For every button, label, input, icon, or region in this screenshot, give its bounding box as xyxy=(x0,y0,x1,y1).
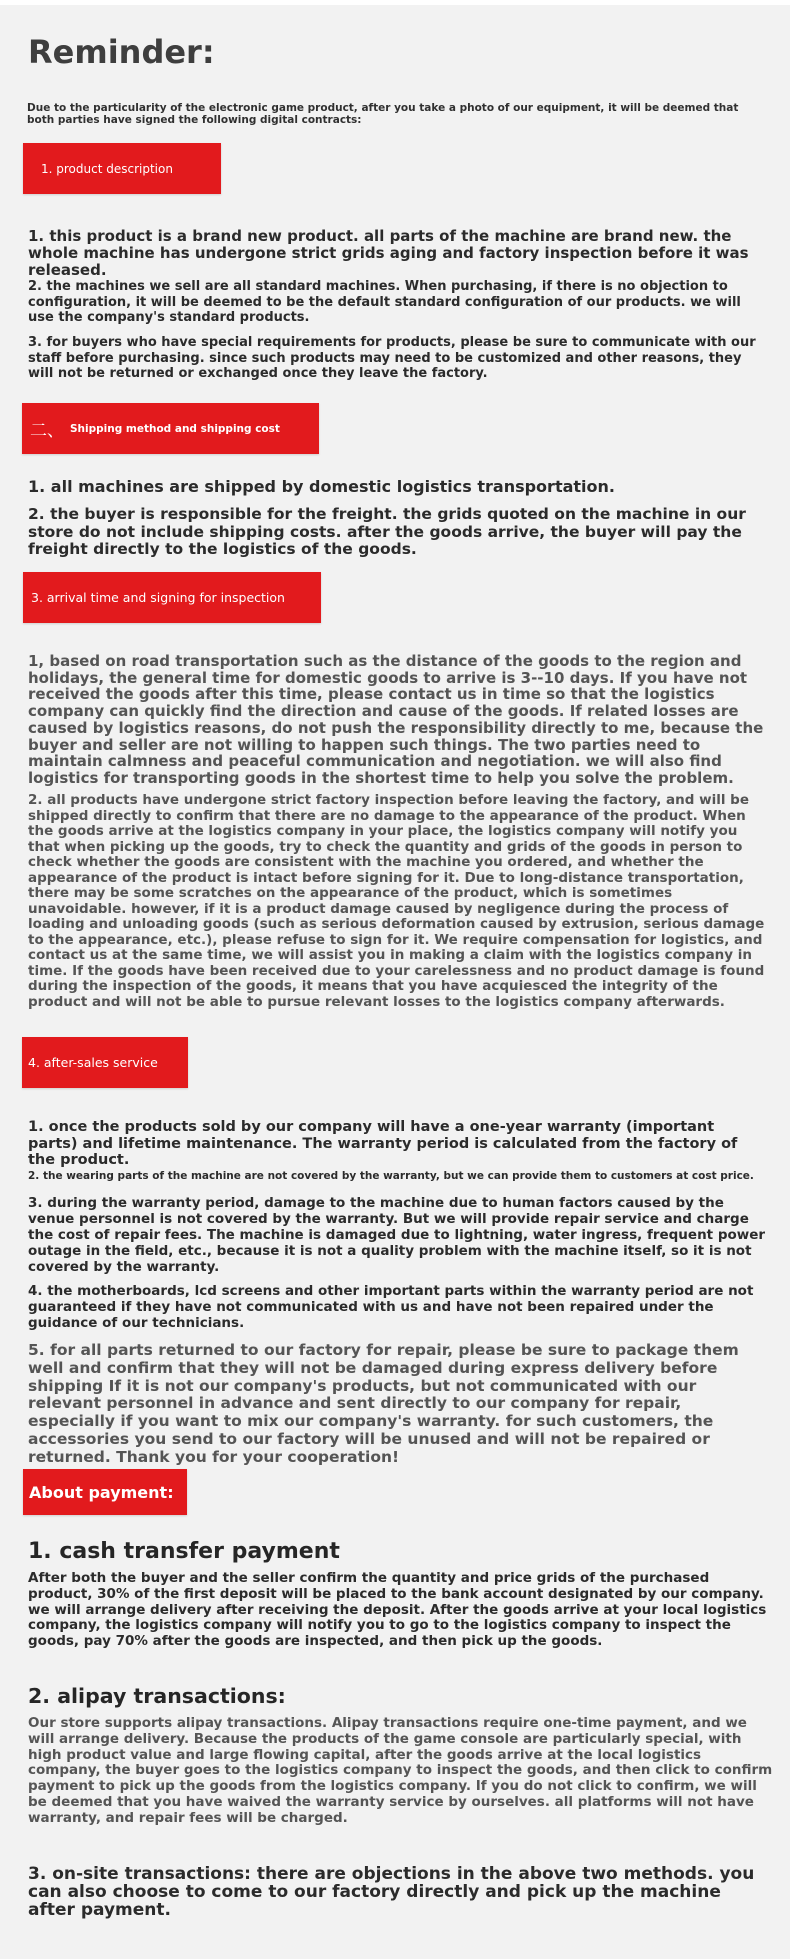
section-tag-payment xyxy=(23,1469,187,1515)
intro-text: Due to the particularity of the electronic game product, after you take a photo of our equipment, it will be deemed that both parties have signed the following digital contracts: xyxy=(27,102,739,126)
section-tag-prefix: 二、 xyxy=(30,421,64,441)
shipping-item-1: 1. all machines are shipped by domestic logistics transportation. xyxy=(28,477,615,496)
section-tag-label: 3. arrival time and signing for inspection xyxy=(31,590,285,605)
after-sales-item-4: 4. the motherboards, lcd screens and other important parts within the warranty period are not guaranteed if they have not communicated with us and have not been repaired under the guidance of our technicians. xyxy=(28,1283,754,1331)
arrival-item-1: 1, based on road transportation such as the distance of the goods to the region and holidays, the general time for domestic goods to arrive is 3--10 days. If you have not received the goods after this time, please contact us in time so that the logistics company can quickly find the direction and cause of the goods. If related losses are caused by logistics reasons, do not push the responsibility directly to me, because the buyer and seller are not willing to happen such things. The two parties need to maintain calmness and peaceful communication and negotiation. we will also find logistics for transporting goods in the shortest time to help you solve the problem. xyxy=(28,652,764,787)
section-tag-label: 1. product description xyxy=(41,161,173,176)
product-item-2: 2. the machines we sell are all standard machines. When purchasing, if there is no objection to configuration, it will be deemed to be the default standard configuration of our products. we will use the company's standard products. xyxy=(28,279,741,325)
alipay-heading: 2. alipay transactions: xyxy=(28,1684,286,1708)
after-sales-item-5: 5. for all parts returned to our factory for repair, please be sure to package them well and confirm that they will not be damaged during express delivery before shipping If it is not our company's products, but not communicated with our relevant personnel in advance and sent directly to our company for repair, especially if you want to mix our company's warranty. for such customers, the accessories you send to our factory will be unused and will not be repaired or returned. Thank you for your cooperation! xyxy=(28,1341,739,1466)
after-sales-item-2: 2. the wearing parts of the machine are not covered by the warranty, but we can provide them to customers at cost price. xyxy=(28,1170,754,1182)
section-tag-arrival xyxy=(23,572,321,623)
cash-payment-heading: 1. cash transfer payment xyxy=(28,1539,340,1564)
section-tag-after-sales xyxy=(22,1037,188,1088)
cash-payment-text: After both the buyer and the seller confirm the quantity and price grids of the purchased product, 30% of the first deposit will be placed to the bank account designated by our company. we will arrange delivery after receiving the deposit. After the goods arrive at your local logistics company, the logistics company will notify you to go to the logistics company to inspect the goods, pay 70% after the goods are inspected, and then pick up the goods. xyxy=(28,1570,767,1650)
alipay-text: Our store supports alipay transactions. Alipay transactions require one-time payment, and we will arrange delivery. Because the products of the game console are particularly special, with high product value and large flowing capital, after the goods arrive at the local logistics company, the buyer goes to the logistics company to inspect the goods, and then click to confirm payment to pick up the goods from the logistics company. If you do not click to confirm, we will be deemed that you have waived the warranty service by ourselves. all platforms will not have warranty, and repair fees will be charged. xyxy=(28,1715,773,1826)
section-tag-label: 4. after-sales service xyxy=(28,1055,158,1070)
product-item-1: 1. this product is a brand new product. all parts of the machine are brand new. the whole machine has undergone strict grids aging and factory inspection before it was released. xyxy=(28,227,749,279)
after-sales-item-3: 3. during the warranty period, damage to the machine due to human factors caused by the venue personnel is not covered by the warranty. But we will provide repair service and charge the cost of repair fees. The machine is damaged due to lightning, water ingress, frequent power outage in the field, etc., because it is not a quality problem with the machine itself, so it is not covered by the warranty. xyxy=(28,1195,766,1275)
product-item-3: 3. for buyers who have special requirements for products, please be sure to communicate with our staff before purchasing. since such products may need to be customized and other reasons, they will not be returned or exchanged once they leave the factory. xyxy=(28,335,756,381)
after-sales-item-1: 1. once the products sold by our company will have a one-year warranty (important parts) and lifetime maintenance. The warranty period is calculated from the factory of the product. xyxy=(28,1119,738,1168)
section-tag-label: About payment: xyxy=(29,1482,174,1502)
onsite-text: 3. on-site transactions: there are objections in the above two methods. you can also choose to come to our factory directly and pick up the machine after payment. xyxy=(28,1864,755,1920)
section-tag-label: Shipping method and shipping cost xyxy=(70,422,280,435)
page-title: Reminder: xyxy=(28,33,215,71)
page-background xyxy=(0,5,790,1959)
arrival-item-2: 2. all products have undergone strict factory inspection before leaving the factory, and will be shipped directly to confirm that there are no damage to the appearance of the product. When the goods arrive at the logistics company in your place, the logistics company will notify you that when picking up the goods, try to check the quantity and grids of the goods in person to check whether the goods are consistent with the machine you ordered, and whether the appearance of the product is intact before signing for it. Due to long-distance transportation, there may be some scratches on the appearance of the product, which is sometimes unavoidable. however, if it is a product damage caused by negligence during the process of loading and unloading goods (such as serious deformation caused by extrusion, serious damage to the appearance, etc.), please refuse to sign for it. We require compensation for logistics, and contact us at the same time, we will assist you in making a claim with the logistics company in time. If the goods have been received due to your carelessness and no product damage is found during the inspection of the goods, it means that you have acquiesced the integrity of the product and will not be able to pursue relevant losses to the logistics company afterwards. xyxy=(28,792,765,1010)
shipping-item-2: 2. the buyer is responsible for the freight. the grids quoted on the machine in our store do not include shipping costs. after the goods arrive, the buyer will pay the freight directly to the logistics of the goods. xyxy=(28,505,746,558)
section-tag-shipping xyxy=(22,403,319,454)
section-tag-product-description xyxy=(23,143,221,194)
